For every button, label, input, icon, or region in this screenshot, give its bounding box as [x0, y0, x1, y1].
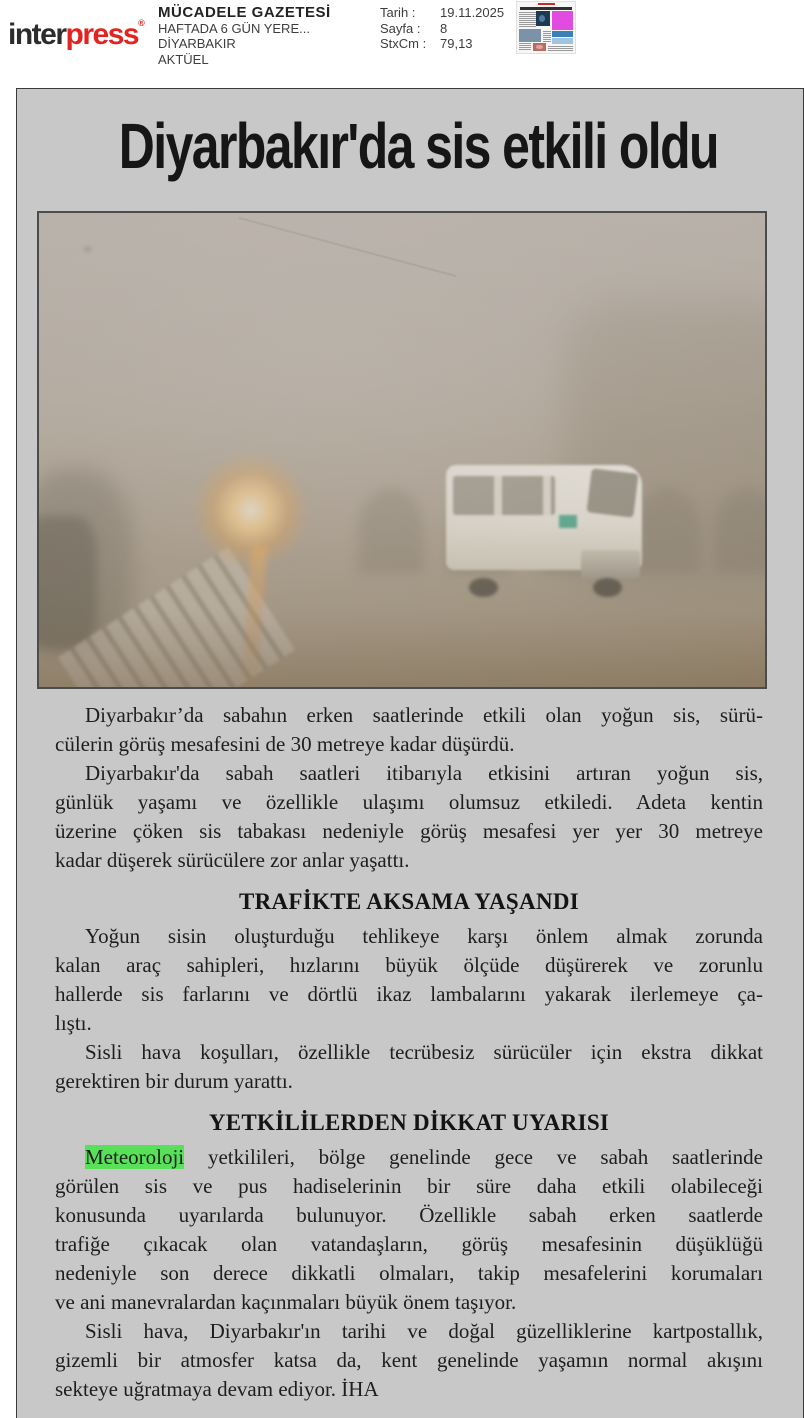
body-text-line: nedeniyle son derece dikkatli olmaları, takip mesafelerini korumaları — [55, 1261, 763, 1285]
article-headline: Diyarbakır'da sis etkili oldu — [118, 110, 718, 182]
publication-name: MÜCADELE GAZETESİ — [158, 4, 331, 21]
page-value: 8 — [440, 20, 448, 36]
section-heading: TRAFİKTE AKSAMA YAŞANDI — [238, 889, 580, 914]
publication-section: AKTÜEL — [158, 51, 209, 67]
fog-overlay — [39, 213, 765, 687]
body-text-line: Yoğun sisin oluşturduğu tehlikeye karşı önlem almak zorunda — [85, 924, 763, 948]
article-clip — [16, 88, 804, 1418]
publication-frequency: HAFTADA 6 GÜN YERE... — [158, 20, 310, 36]
body-text-line: Diyarbakır’da sabahın erken saatlerinde etkili olan yoğun sis, sürü- — [85, 703, 763, 727]
article-photo — [37, 211, 767, 689]
thumb-text-column — [519, 12, 535, 27]
thumb-red-title — [538, 3, 555, 5]
body-text-line: Meteoroloji yetkilileri, bölge genelinde gece ve sabah saatlerinde — [85, 1145, 763, 1169]
page-label: Sayfa : — [380, 20, 421, 36]
section-heading: YETKİLİLERDEN DİKKAT UYARISI — [208, 1110, 610, 1135]
body-text-line: hallerde sis farlarını ve dörtlü ikaz lambalarını yakarak ilerlemeye ça- — [55, 982, 763, 1006]
interpress-logo — [8, 6, 145, 52]
body-text-line: gerektiren bir durum yarattı. — [55, 1069, 293, 1093]
body-text-line: günlük yaşamı ve özellikle ulaşımı olumsuz etkiledi. Adeta kentin — [55, 790, 763, 814]
clip-metadata — [380, 5, 504, 52]
body-text-line: Sisli hava, Diyarbakır'ın tarihi ve doğal güzelliklerine kartpostallık, — [85, 1319, 763, 1343]
body-text-line: ve ani manevralardan kaçınmaları büyük önem taşıyor. — [55, 1290, 517, 1314]
body-text-line: konusunda uyarılarda bulunuyor. Özellikle sabah erken saatlerde — [55, 1203, 763, 1227]
publication-city: DİYARBAKIR — [158, 36, 236, 51]
thumb-photo-block — [552, 38, 573, 44]
headline-wrap — [35, 103, 803, 189]
thumb-photo-navy — [536, 11, 550, 26]
date-value: 19.11.2025 — [440, 5, 505, 20]
body-text-line: Sisli hava koşulları, özellikle tecrübesiz sürücüler için ekstra dikkat — [85, 1040, 763, 1064]
body-text-line: görülen sis ve pus hadiselerinin bir süre daha etkili olabileceği — [55, 1174, 763, 1198]
date-label: Tarih : — [380, 5, 416, 20]
body-text-line: kalan araç sahipleri, hızlarını büyük ölçüde düşürerek ve zorunlu — [55, 953, 763, 977]
body-text-line: trafiğe çıkacak olan vatandaşların, görüş mesafesinin düşüklüğü — [55, 1232, 763, 1256]
publication-info — [158, 5, 331, 67]
thumb-photo-blue — [519, 29, 541, 42]
logo-inter: inter — [8, 18, 66, 51]
thumb-text-column — [519, 43, 531, 51]
article-body — [55, 701, 763, 1404]
stxcm-value: 79,13 — [440, 36, 473, 51]
page-thumbnail — [517, 2, 575, 53]
thumb-text-column — [548, 46, 573, 52]
thumb-photo-red — [533, 43, 546, 52]
body-text-line: lıştı. — [55, 1011, 92, 1035]
thumb-headline-bar — [520, 7, 572, 10]
body-text-line: Diyarbakır'da sabah saatleri itibarıyla etkisini artıran yoğun sis, — [85, 761, 763, 785]
stxcm-label: StxCm : — [380, 36, 427, 51]
logo-press: press — [65, 18, 139, 51]
body-text-line: sekteye uğratmaya devam ediyor. İHA — [55, 1377, 379, 1401]
thumb-magenta-block — [552, 11, 573, 29]
thumb-photo-block — [552, 31, 573, 37]
thumb-text-column — [543, 31, 551, 42]
highlighted-term: Meteoroloji — [85, 1145, 185, 1169]
body-text-line: kadar düşerek sürücülere zor anlar yaşattı. — [55, 848, 410, 872]
body-text-line: cülerin görüş mesafesini de 30 metreye kadar düşürdü. — [55, 732, 515, 756]
registered-mark: ® — [138, 18, 145, 28]
body-text-line: üzerine çöken sis tabakası nedeniyle görüş mesafesi yer yer 30 metreye — [55, 819, 763, 843]
body-text-line: gizemli bir atmosfer katsa da, kent genelinde yaşamın normal akışını — [55, 1348, 763, 1372]
